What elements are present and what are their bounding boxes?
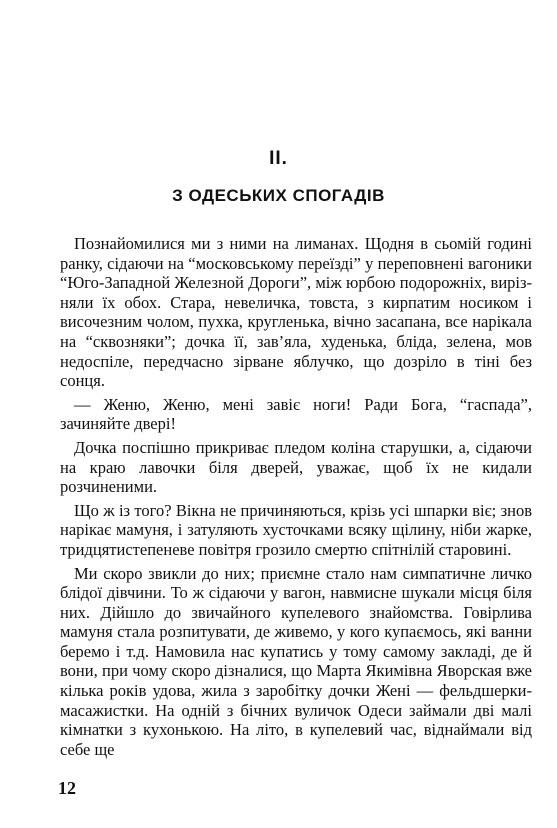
- paragraph: Що ж із того? Вікна не причиняються, крізь усі шпарки віє; знов нарікає мамуня, і затуляють хусточками всяку щілину, ніби жарке, тридцятистепеневе повітря грозило смертю спітнілій старовині.: [60, 500, 532, 559]
- chapter-title: З ОДЕСЬКИХ СПОГАДІВ: [172, 186, 385, 205]
- chapter-number: II.: [269, 148, 288, 169]
- paragraph: Ми скоро звикли до них; приємне стало нам симпатичне личко блідої дівчини. То ж сідаючи у вагон, навмисне шукали місця біля них. Дійшло до звичайного купелевого знайомства. Говірлива мамуня стала розпитувати, де живемо, у кого купаємось, які ванни беремо і т.д. Намовила нас купатись у тому самому закладі, де й вони, при чому скоро дізналися, що Марта Якимівна Яворская вже кілька років удова, жила з заробітку дочки Жені — фельдшерки-масажистки. На одній з бічних вуличок Одеси займали дві малі кімнатки з кухонькою. На літо, в купелевий час, віднаймали від себе ще: [60, 563, 532, 759]
- paragraph: Познайомилися ми з ними на лиманах. Щодня в сьомій годині ранку, сідаючи на “московському переїзді” у переповнені вагоники “Юго-Западной Железной Дороги”, між юрбою подорожніх, вирізняли їх обох. Стара, невеличка, товста, з кирпатим носиком і височезним чолом, пухка, кругленька, вічно засапана, все нарікала на “сквозняки”; дочка її, зав’яла, худенька, бліда, зелена, мов недоспіле, передчасно зірване яблучко, що дозріло в тіні без сонця.: [60, 234, 532, 391]
- paragraph: Дочка поспішно прикриває пледом коліна старушки, а, сідаючи на краю лавочки біля дверей, уважає, щоб їх не кидали розчиненими.: [60, 437, 532, 497]
- page-number: 12: [58, 778, 76, 798]
- paragraph: — Женю, Женю, мені завіє ноги! Ради Бога, “гаспада”, зачиняйте двері!: [60, 394, 532, 434]
- body-text: [60, 234, 532, 763]
